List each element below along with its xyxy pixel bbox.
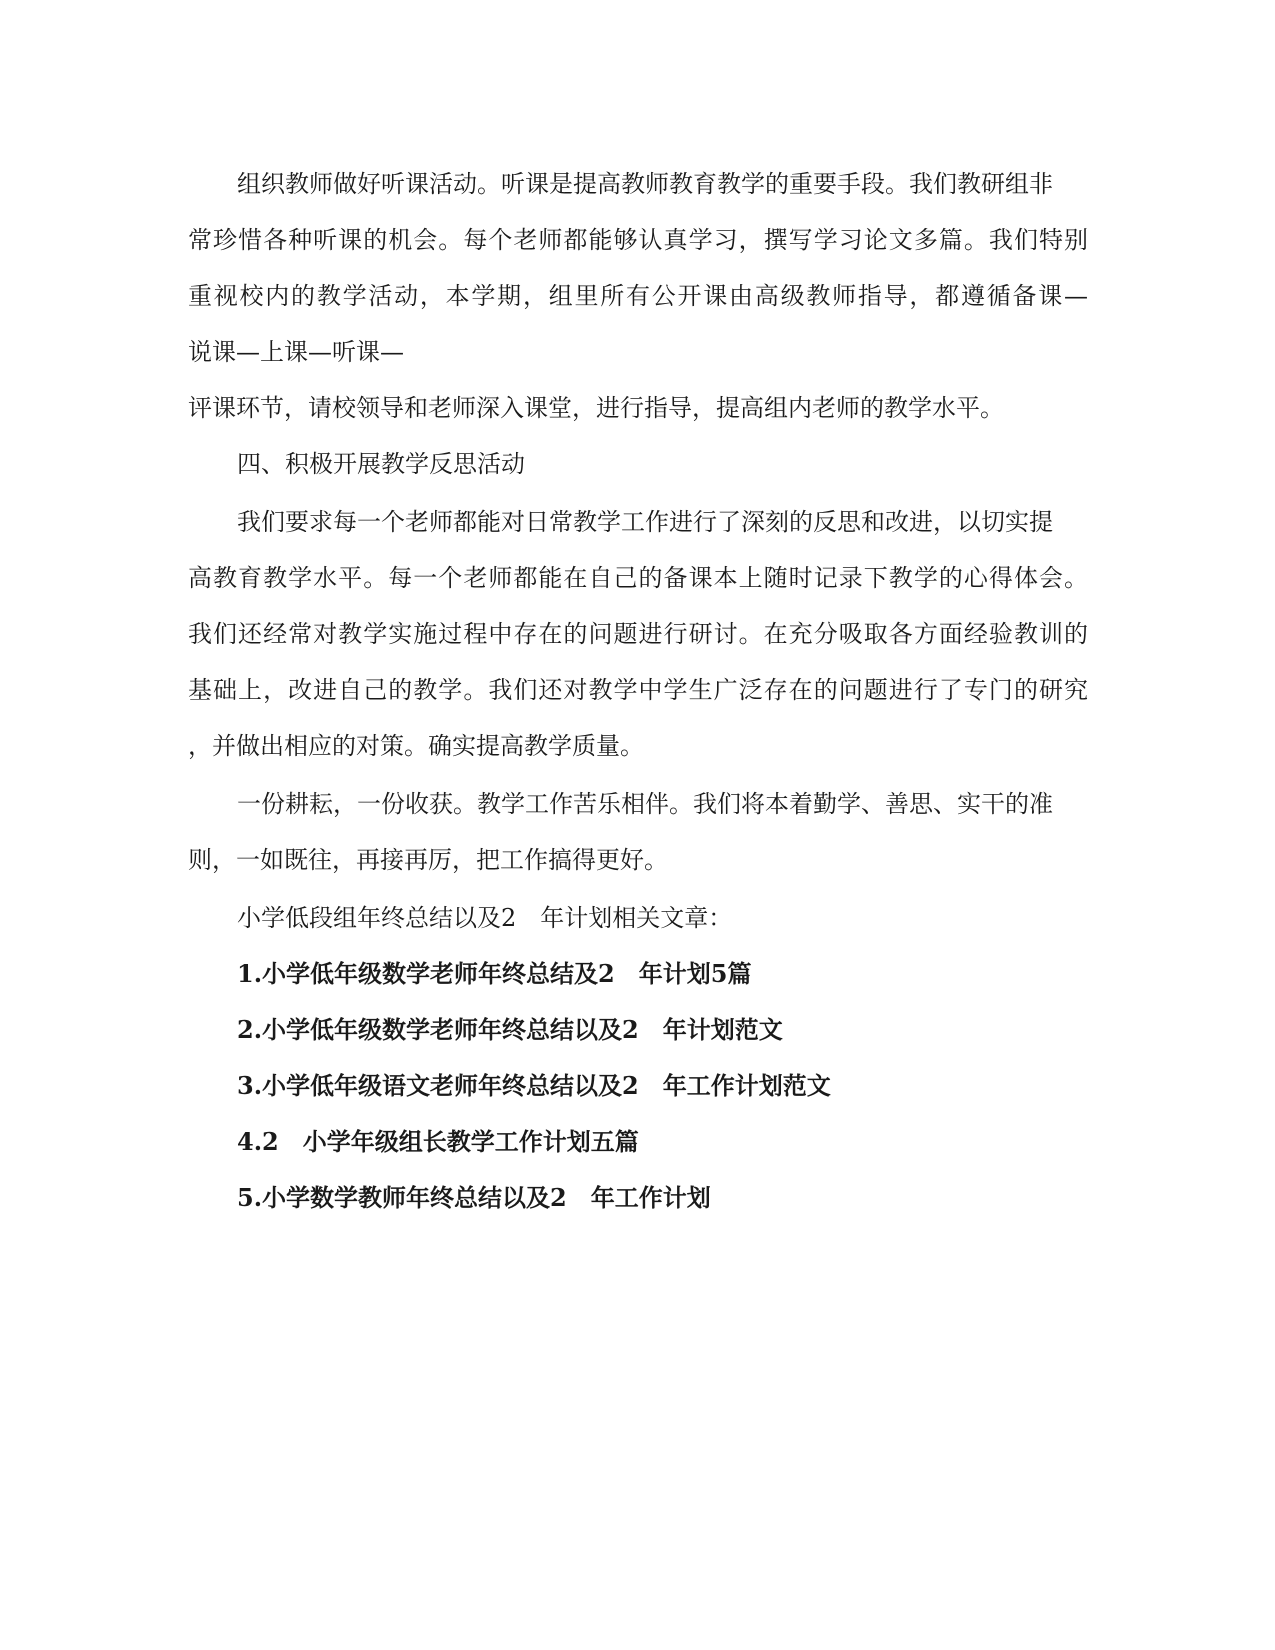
- paragraph-2-line-5: ，并做出相应的对策。确实提高教学质量。: [188, 732, 644, 760]
- paragraph-1-line-4: 说课—上课—听课—: [188, 338, 404, 366]
- paragraph-3-line-2: 则，一如既往，再接再厉，把工作搞得更好。: [188, 846, 668, 874]
- related-article-link-2[interactable]: 2.小学低年级数学老师年终总结以及2 年计划范文: [237, 1015, 783, 1044]
- section-heading: 四、积极开展教学反思活动: [237, 450, 525, 478]
- related-article-link-1[interactable]: 1.小学低年级数学老师年终总结及2 年计划5篇: [237, 959, 752, 988]
- related-article-link-3[interactable]: 3.小学低年级语文老师年终总结以及2 年工作计划范文: [237, 1071, 831, 1100]
- paragraph-1-line-1: 组织教师做好听课活动。听课是提高教师教育教学的重要手段。我们教研组非: [237, 170, 1053, 198]
- related-articles-heading: 小学低段组年终总结以及2 年计划相关文章：: [237, 904, 733, 932]
- paragraph-2-line-4: 基础上，改进自己的教学。我们还对教学中学生广泛存在的问题进行了专门的研究: [188, 676, 1088, 704]
- paragraph-1-line-2: 常珍惜各种听课的机会。每个老师都能够认真学习，撰写学习论文多篇。我们特别: [188, 226, 1088, 254]
- paragraph-2-line-1: 我们要求每一个老师都能对日常教学工作进行了深刻的反思和改进，以切实提: [237, 508, 1053, 536]
- paragraph-1-line-3: 重视校内的教学活动，本学期，组里所有公开课由高级教师指导，都遵循备课—: [188, 282, 1088, 310]
- paragraph-2-line-2: 高教育教学水平。每一个老师都能在自己的备课本上随时记录下教学的心得体会。: [188, 564, 1088, 592]
- paragraph-2-line-3: 我们还经常对教学实施过程中存在的问题进行研讨。在充分吸取各方面经验教训的: [188, 620, 1088, 648]
- related-article-link-4[interactable]: 4.2 小学年级组长教学工作计划五篇: [237, 1127, 639, 1156]
- related-article-link-5[interactable]: 5.小学数学教师年终总结以及2 年工作计划: [237, 1183, 711, 1212]
- paragraph-3-line-1: 一份耕耘，一份收获。教学工作苦乐相伴。我们将本着勤学、善思、实干的准: [237, 790, 1053, 818]
- paragraph-1-line-5: 评课环节，请校领导和老师深入课堂，进行指导，提高组内老师的教学水平。: [188, 394, 1004, 422]
